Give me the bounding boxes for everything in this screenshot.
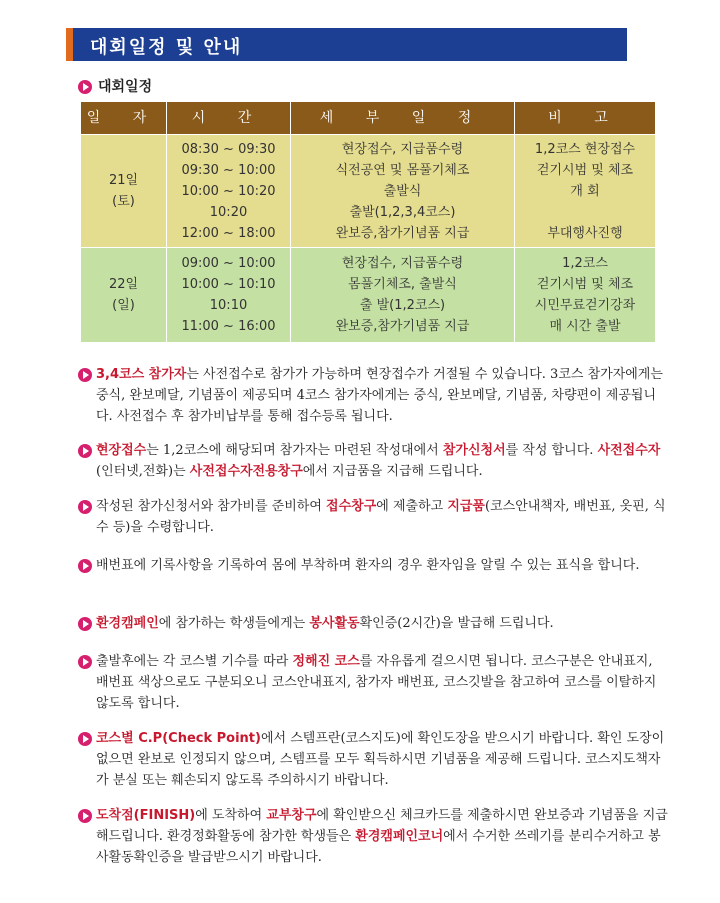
header-date: 일 자 — [81, 102, 167, 135]
notice-text-segment: (코스안내책자, 배번표, 옷핀, 식수 등)을 수령합니다. — [96, 499, 666, 535]
arrow-bullet-icon — [78, 444, 92, 458]
notice-text-segment: 에 확인받으신 체크카드를 제출하시면 완보증과 기념품을 지급해드립니다. 환경정화활동에 참가한 학생들은 — [96, 808, 668, 844]
time-cell — [167, 248, 291, 343]
notice-text — [78, 440, 668, 482]
detail-line: 식전공연 및 몸풀기체조 — [335, 162, 470, 178]
note-line — [516, 202, 654, 223]
notice-text — [78, 728, 668, 791]
date-weekday: (토) — [112, 194, 135, 209]
notice-item — [78, 805, 668, 868]
note-line: 1,2코스 — [562, 256, 608, 271]
highlight-text: 접수창구 — [326, 499, 377, 514]
highlight-text: 환경캠페인코너 — [355, 829, 444, 844]
detail-cell — [291, 248, 515, 343]
highlight-text: 봉사활동 — [309, 616, 360, 631]
highlight-text: 환경캠페인 — [96, 616, 159, 631]
arrow-bullet-icon — [78, 500, 92, 514]
detail-line: 출발식 — [383, 183, 422, 199]
highlight-text: 코스별 C.P(Check Point) — [96, 731, 261, 746]
notice-text-segment: 에 참가하는 학생들에게는 — [158, 616, 310, 631]
detail-line: 완보증,참가기념품 지급 — [335, 225, 470, 241]
time-line: 10:00 ~ 10:20 — [181, 183, 276, 199]
notice-item — [78, 440, 668, 482]
highlight-text: 3,4코스 참가자 — [96, 367, 187, 382]
notice-item — [78, 555, 668, 576]
notice-text-segment: 를 자유롭게 걸으시면 됩니다. 코스구분은 안내표지, 배번표 색상으로도 구분되오니 코스안내표지, 참가자 배번표, 코스깃발을 참고하여 코스를 이탈하지 않도록 합니다. — [96, 654, 657, 711]
detail-line: 출 발(1,2코스) — [359, 298, 446, 313]
highlight-text: 교부창구 — [266, 808, 317, 823]
time-line: 10:20 — [209, 204, 248, 220]
date-day: 21일 — [108, 173, 139, 188]
notice-text-segment: 에 제출하고 — [376, 499, 448, 514]
highlight-text: 참가신청서 — [442, 443, 506, 458]
notice-item — [78, 728, 668, 791]
time-line: 09:00 ~ 10:00 — [181, 256, 276, 271]
time-line: 12:00 ~ 18:00 — [181, 225, 276, 241]
header-time: 시 간 — [167, 102, 291, 135]
highlight-text: 정해진 코스 — [292, 654, 360, 669]
header-note: 비 고 — [515, 102, 656, 135]
notice-text-segment: 배번표에 기록사항을 기록하여 몸에 부착하며 환자의 경우 환자임을 알릴 수 있는 표식을 합니다. — [96, 558, 640, 573]
time-line: 08:30 ~ 09:30 — [181, 141, 276, 157]
date-cell — [81, 248, 167, 343]
note-line: 걷기시범 및 체조 — [536, 162, 634, 178]
notice-text-segment: 출발후에는 각 코스별 기수를 따라 — [96, 654, 293, 669]
arrow-bullet-icon — [78, 559, 92, 573]
time-cell — [167, 135, 291, 248]
notice-text — [78, 651, 668, 714]
note-line: 시민무료걷기강좌 — [534, 298, 636, 313]
schedule-table — [80, 101, 656, 343]
date-day: 22일 — [108, 277, 139, 292]
notice-text-segment: (인터넷,전화)는 — [96, 464, 190, 479]
notice-item — [78, 613, 668, 634]
table-header-row — [81, 102, 656, 135]
date-cell — [81, 135, 167, 248]
date-weekday: (일) — [112, 298, 135, 313]
arrow-bullet-icon — [78, 655, 92, 669]
notice-item — [78, 496, 668, 538]
notice-text-segment: 에서 지급품을 지급해 드립니다. — [302, 464, 483, 479]
notice-text-segment: 는 사전접수로 참가가 가능하며 현장접수가 거절될 수 있습니다. 3코스 참가자에게는 중식, 완보메달, 기념품이 제공되며 4코스 참가자에게는 중식, 완보메달, 기념품, 차량편이 제공됩니다. 사전접수 후 참가비납부를 통해 접수등록 됩니다. — [96, 367, 663, 424]
note-line: 부대행사진행 — [547, 225, 623, 241]
note-line: 개 회 — [570, 183, 600, 199]
title-accent — [66, 28, 73, 61]
notice-text — [78, 496, 668, 538]
highlight-text: 현장접수 — [96, 443, 147, 458]
time-line: 09:30 ~ 10:00 — [181, 162, 276, 178]
notice-text-segment: 에서 스템프란(코스지도)에 확인도장을 받으시기 바랍니다. 확인 도장이 없으면 완보로 인정되지 않으며, 스템프를 모두 획득하시면 기념품을 제공해 드립니다. 코스지도책자가 분실 또는 훼손되지 않도록 주의하시기 바랍니다. — [96, 731, 665, 788]
notice-text-segment: 는 1,2코스에 해당되며 참가자는 마련된 작성대에서 — [146, 443, 443, 458]
notice-text-segment: 를 작성 합니다. — [505, 443, 598, 458]
notice-text — [78, 613, 668, 634]
arrow-bullet-icon — [78, 368, 92, 382]
header-detail: 세 부 일 정 — [291, 102, 515, 135]
notice-text — [78, 555, 668, 576]
time-line: 11:00 ~ 16:00 — [181, 319, 276, 334]
table-row — [81, 248, 656, 343]
note-cell — [515, 248, 656, 343]
detail-line: 몸풀기체조, 출발식 — [348, 277, 457, 292]
page-title: 대회일정 및 안내 — [90, 37, 243, 58]
highlight-text: 사전접수자전용창구 — [189, 464, 303, 479]
notice-text — [78, 364, 668, 427]
highlight-text: 사전접수자 — [597, 443, 661, 458]
notice-text-segment: 작성된 참가신청서와 참가비를 준비하여 — [96, 499, 327, 514]
notice-item — [78, 651, 668, 714]
detail-cell — [291, 135, 515, 248]
detail-line: 현장접수, 지급품수령 — [341, 141, 464, 157]
arrow-bullet-icon — [78, 809, 92, 823]
notice-text-segment: 확인증(2시간)을 발급해 드립니다. — [359, 616, 554, 631]
section-subtitle — [78, 76, 152, 96]
detail-line: 완보증,참가기념품 지급 — [335, 319, 470, 334]
detail-line: 출발(1,2,3,4코스) — [349, 204, 456, 220]
arrow-bullet-icon — [78, 732, 92, 746]
time-line: 10:10 — [209, 298, 248, 313]
arrow-bullet-icon — [78, 80, 92, 94]
note-cell — [515, 135, 656, 248]
table-row — [81, 135, 656, 248]
notice-text — [78, 805, 668, 868]
note-line: 걷기시범 및 체조 — [536, 277, 634, 292]
highlight-text: 지급품 — [447, 499, 485, 514]
highlight-text: 도착점(FINISH) — [96, 808, 196, 823]
arrow-bullet-icon — [78, 617, 92, 631]
note-line: 1,2코스 현장접수 — [534, 141, 636, 157]
detail-line: 현장접수, 지급품수령 — [341, 256, 464, 271]
time-line: 10:00 ~ 10:10 — [181, 277, 276, 292]
notice-text-segment: 에 도착하여 — [195, 808, 267, 823]
notice-text-segment: 에서 수거한 쓰레기를 분리수거하고 봉사활동확인증을 발급받으시기 바랍니다. — [96, 829, 661, 865]
notice-item — [78, 364, 668, 427]
note-line: 매 시간 출발 — [549, 319, 621, 334]
subtitle-text: 대회일정 — [98, 79, 153, 95]
